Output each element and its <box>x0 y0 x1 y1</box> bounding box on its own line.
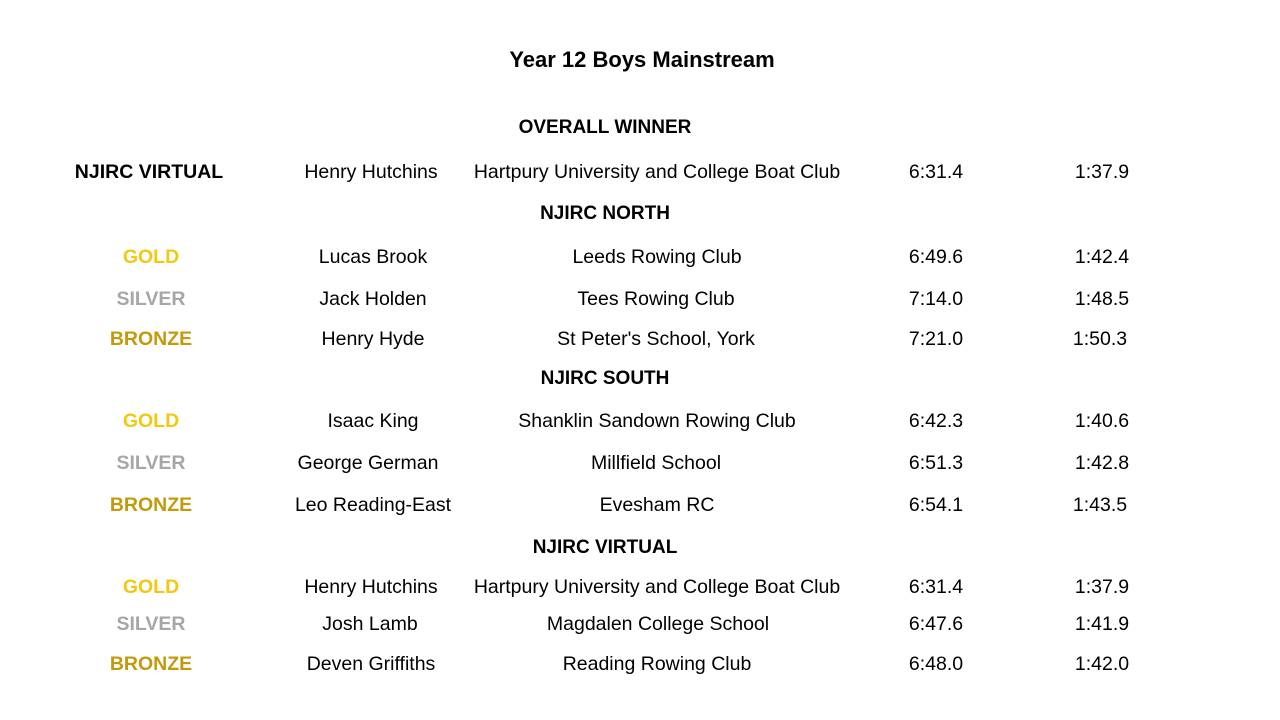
result-row <box>0 492 1280 518</box>
overall-winner-heading: OVERALL WINNER <box>518 117 692 138</box>
split-time: 1:50.3 <box>1072 328 1128 350</box>
region-heading-virtual: NJIRC VIRTUAL <box>532 537 678 558</box>
club-name: Tees Rowing Club <box>577 288 735 310</box>
club-name: Leeds Rowing Club <box>572 246 742 268</box>
athlete-name: George German <box>297 452 439 474</box>
result-row <box>0 326 1280 352</box>
region-heading-south: NJIRC SOUTH <box>540 368 670 389</box>
medal-silver-label: SILVER <box>116 288 186 310</box>
athlete-name: Henry Hutchins <box>304 161 438 183</box>
race-time: 6:54.1 <box>908 494 964 516</box>
medal-gold-label: GOLD <box>122 410 180 432</box>
race-time: 6:49.6 <box>908 246 964 268</box>
race-time: 7:21.0 <box>908 328 964 350</box>
result-row <box>0 408 1280 434</box>
club-name: Hartpury University and College Boat Club <box>473 161 841 183</box>
club-name: Hartpury University and College Boat Club <box>473 576 841 598</box>
medal-silver-label: SILVER <box>116 452 186 474</box>
club-name: Evesham RC <box>599 494 715 516</box>
race-time: 7:14.0 <box>908 288 964 310</box>
result-row <box>0 651 1280 677</box>
race-time: 6:31.4 <box>908 161 964 183</box>
club-name: Millfield School <box>590 452 722 474</box>
page-title: Year 12 Boys Mainstream <box>509 47 775 72</box>
result-row <box>0 450 1280 476</box>
overall-winner-row <box>0 159 1280 185</box>
club-name: Shanklin Sandown Rowing Club <box>518 410 796 432</box>
athlete-name: Jack Holden <box>319 288 427 310</box>
medal-bronze-label: BRONZE <box>109 328 193 350</box>
medal-silver-label: SILVER <box>116 613 186 635</box>
split-time: 1:43.5 <box>1072 494 1128 516</box>
athlete-name: Isaac King <box>327 410 419 432</box>
medal-bronze-label: BRONZE <box>109 494 193 516</box>
split-time: 1:42.4 <box>1074 246 1130 268</box>
split-time: 1:42.0 <box>1074 653 1130 675</box>
split-time: 1:42.8 <box>1074 452 1130 474</box>
split-time: 1:48.5 <box>1074 288 1130 310</box>
athlete-name: Josh Lamb <box>322 613 418 635</box>
race-time: 6:48.0 <box>908 653 964 675</box>
medal-bronze-label: BRONZE <box>109 653 193 675</box>
split-time: 1:41.9 <box>1074 613 1130 635</box>
region-heading-north: NJIRC NORTH <box>540 203 670 224</box>
race-time: 6:51.3 <box>908 452 964 474</box>
result-row <box>0 574 1280 600</box>
medal-gold-label: GOLD <box>122 576 180 598</box>
club-name: Magdalen College School <box>546 613 770 635</box>
result-row <box>0 244 1280 270</box>
result-row <box>0 611 1280 637</box>
club-name: St Peter's School, York <box>557 328 755 350</box>
athlete-name: Leo Reading-East <box>294 494 452 516</box>
athlete-name: Henry Hyde <box>321 328 425 350</box>
split-time: 1:40.6 <box>1074 410 1130 432</box>
athlete-name: Henry Hutchins <box>304 576 438 598</box>
split-time: 1:37.9 <box>1074 161 1130 183</box>
race-time: 6:31.4 <box>908 576 964 598</box>
athlete-name: Lucas Brook <box>318 246 428 268</box>
athlete-name: Deven Griffiths <box>306 653 436 675</box>
result-row <box>0 286 1280 312</box>
medal-gold-label: GOLD <box>122 246 180 268</box>
split-time: 1:37.9 <box>1074 576 1130 598</box>
race-time: 6:47.6 <box>908 613 964 635</box>
overall-winner-label: NJIRC VIRTUAL <box>74 161 224 183</box>
club-name: Reading Rowing Club <box>562 653 752 675</box>
race-time: 6:42.3 <box>908 410 964 432</box>
